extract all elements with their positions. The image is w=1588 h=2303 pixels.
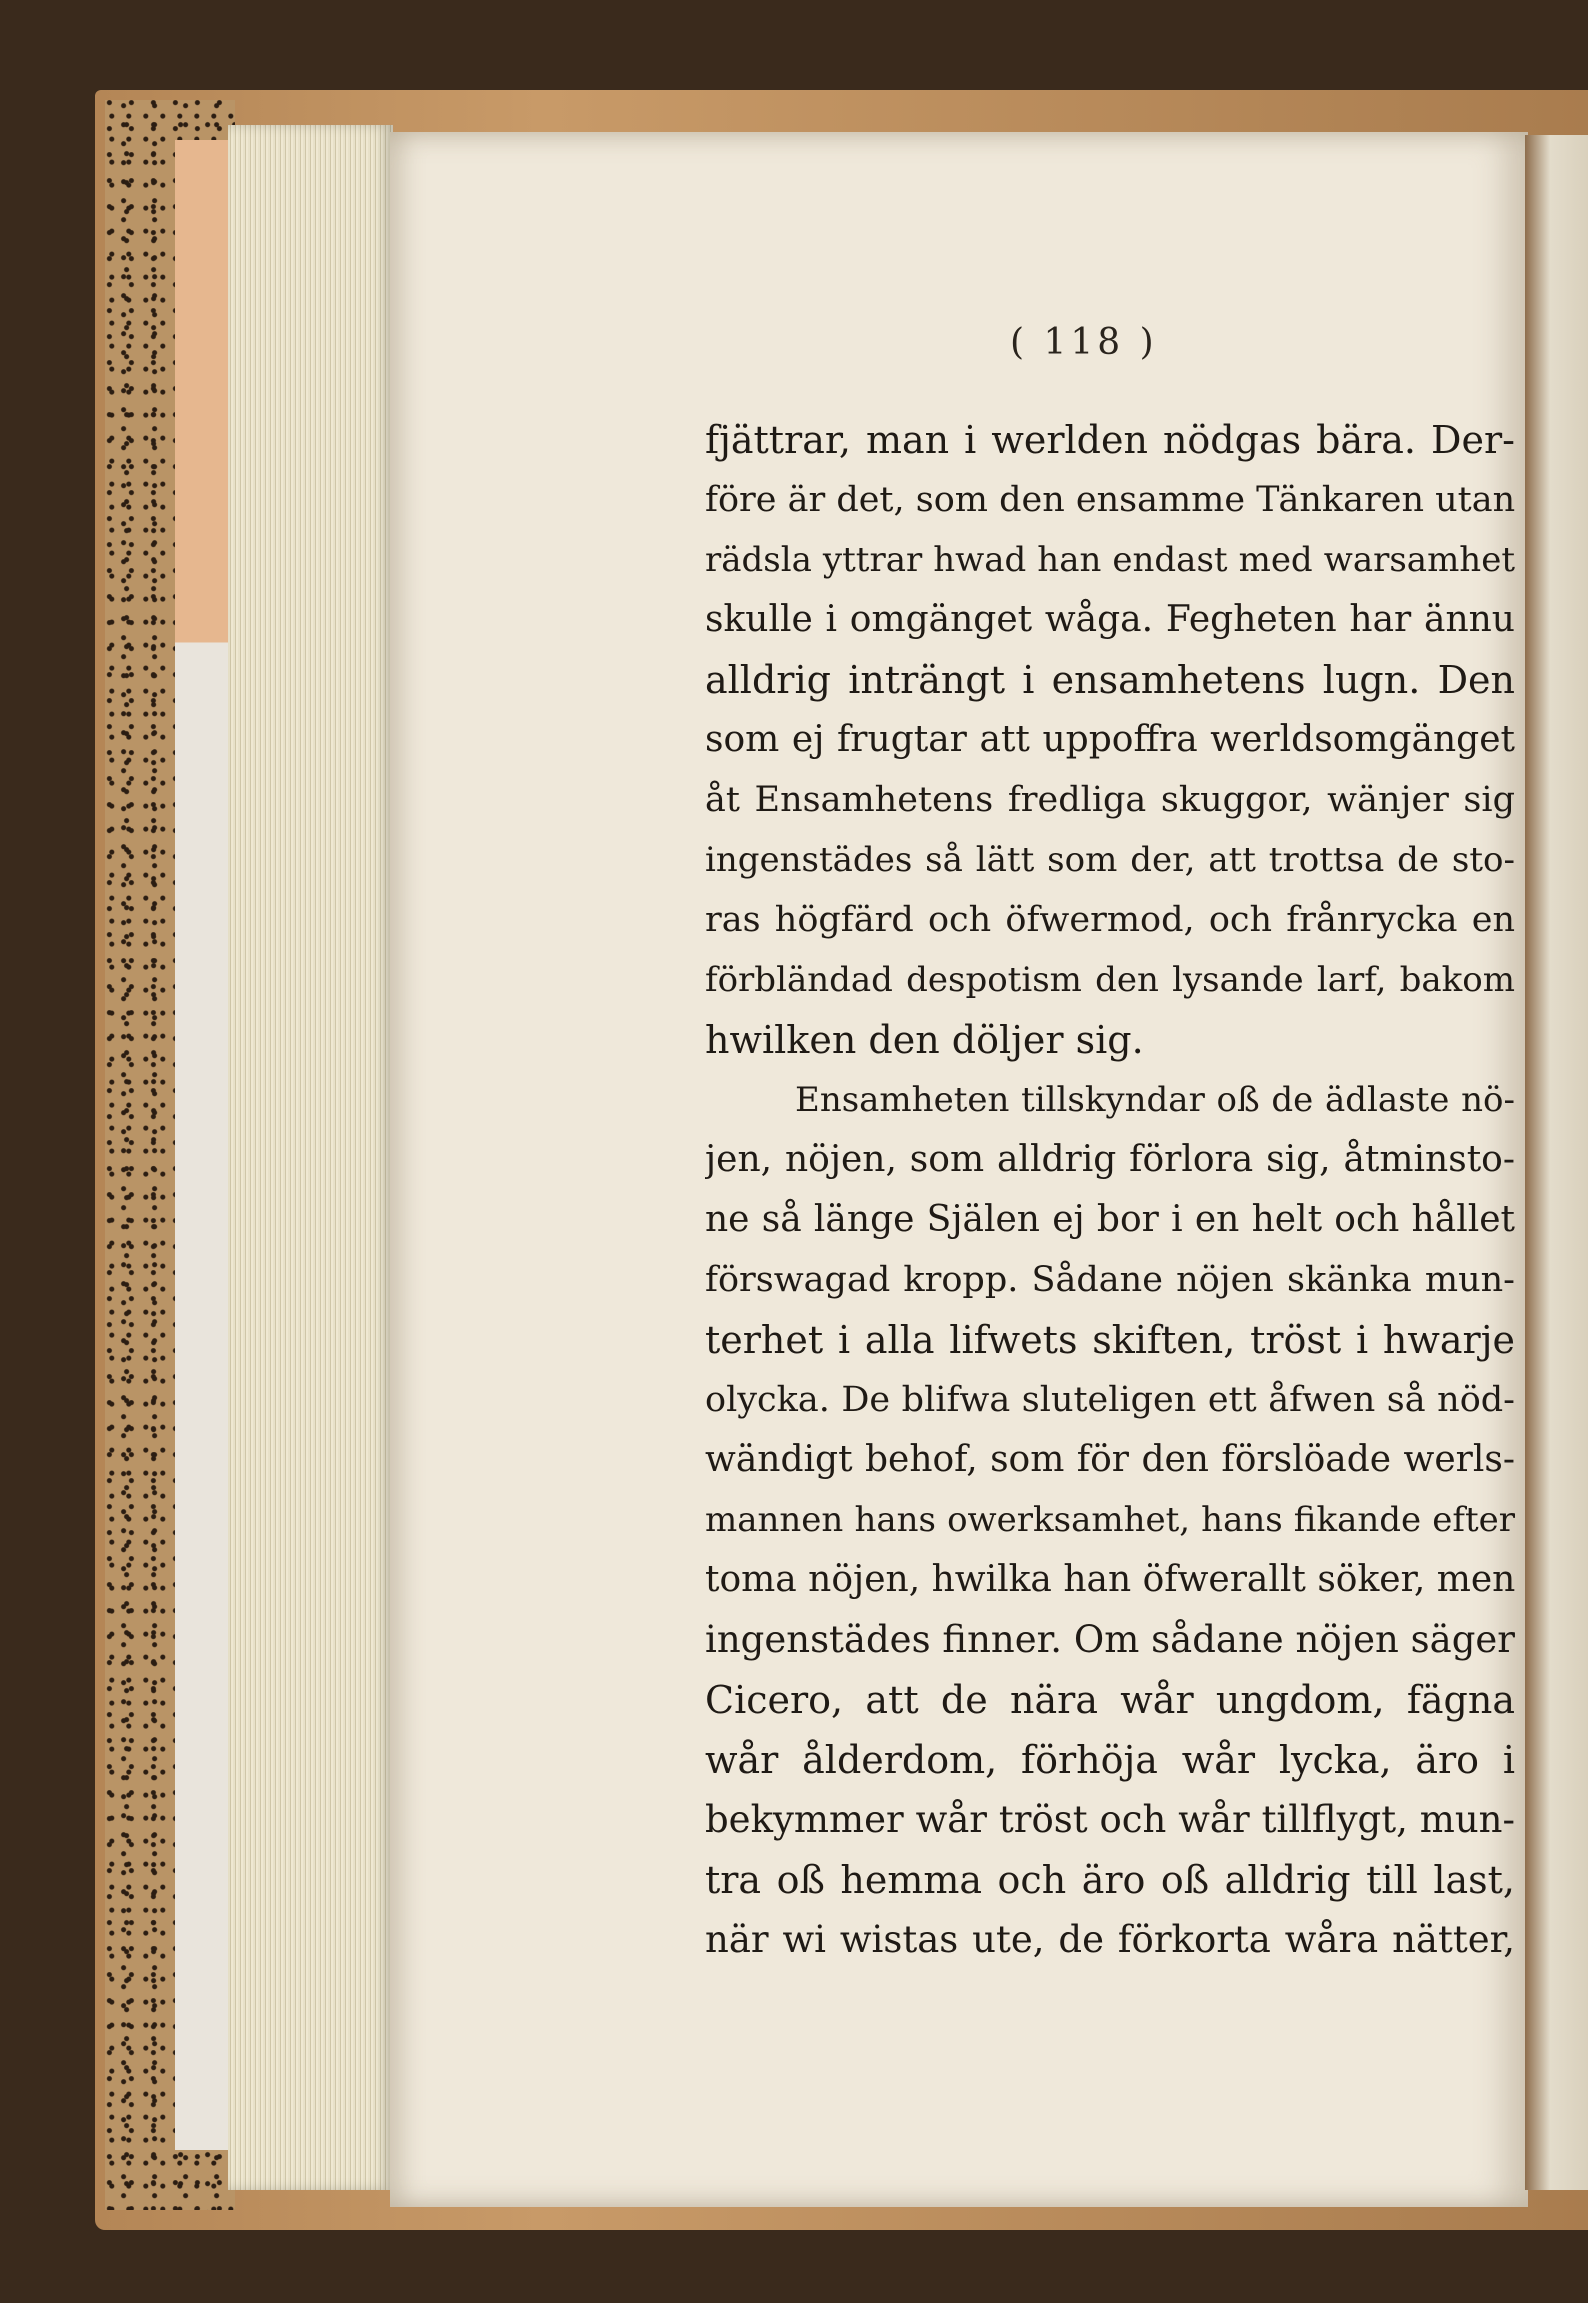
text-line: ras högfärd och öfwermod, och frånrycka en (705, 900, 1515, 940)
text-line: fjättrar, man i werlden nödgas bära. Der- (705, 418, 1515, 462)
text-line: tra oß hemma och äro oß alldrig till last, (705, 1858, 1515, 1902)
text-line: ingenstädes så lätt som der, att trottsa de sto- (705, 840, 1515, 880)
text-line: alldrig inträngt i ensamhetens lugn. Den (705, 658, 1515, 702)
page-number: ( 118 ) (1010, 322, 1158, 363)
text-line: mannen hans owerksamhet, hans fikande efter (705, 1500, 1515, 1540)
text-line: Ensamheten tillskyndar oß de ädlaste nö- (795, 1080, 1515, 1120)
text-line: olycka. De blifwa sluteligen ett åfwen så nöd- (705, 1380, 1515, 1420)
text-line: hwilken den döljer sig. (705, 1018, 1144, 1062)
text-line: terhet i alla lifwets skiften, tröst i hwarje (705, 1318, 1515, 1362)
text-line: som ej frugtar att uppoffra werldsomgänget (705, 719, 1515, 760)
book-gutter (1525, 135, 1588, 2190)
text-line: wändigt behof, som för den förslöade werls- (705, 1439, 1515, 1480)
text-line: förbländad despotism den lysande larf, bakom (705, 960, 1515, 1000)
endpaper (175, 140, 235, 2150)
text-line: Cicero, att de nära wår ungdom, fägna (705, 1678, 1515, 1722)
text-line: när wi wistas ute, de förkorta wåra nätter, (705, 1918, 1515, 1961)
text-line: ingenstädes finner. Om sådane nöjen säger (705, 1618, 1515, 1661)
text-line: bekymmer wår tröst och wår tillflygt, mun- (705, 1798, 1515, 1841)
text-line: förswagad kropp. Sådane nöjen skänka mun- (705, 1260, 1515, 1300)
text-line: toma nöjen, hwilka han öfwerallt söker, men (705, 1559, 1515, 1600)
text-line: wår ålderdom, förhöja wår lycka, äro i (705, 1738, 1515, 1782)
text-line: före är det, som den ensamme Tänkaren utan (705, 480, 1515, 520)
text-line: skulle i omgänget wåga. Fegheten har ännu (705, 599, 1515, 640)
page-edges (228, 125, 393, 2190)
text-line: åt Ensamhetens fredliga skuggor, wänjer sig (705, 780, 1515, 820)
text-line: rädsla yttrar hwad han endast med warsamhet (705, 540, 1515, 580)
body-text (705, 410, 1515, 1970)
text-line: ne så länge Själen ej bor i en helt och hållet (705, 1199, 1515, 1240)
text-line: jen, nöjen, som alldrig förlora sig, åtminsto- (705, 1139, 1515, 1180)
